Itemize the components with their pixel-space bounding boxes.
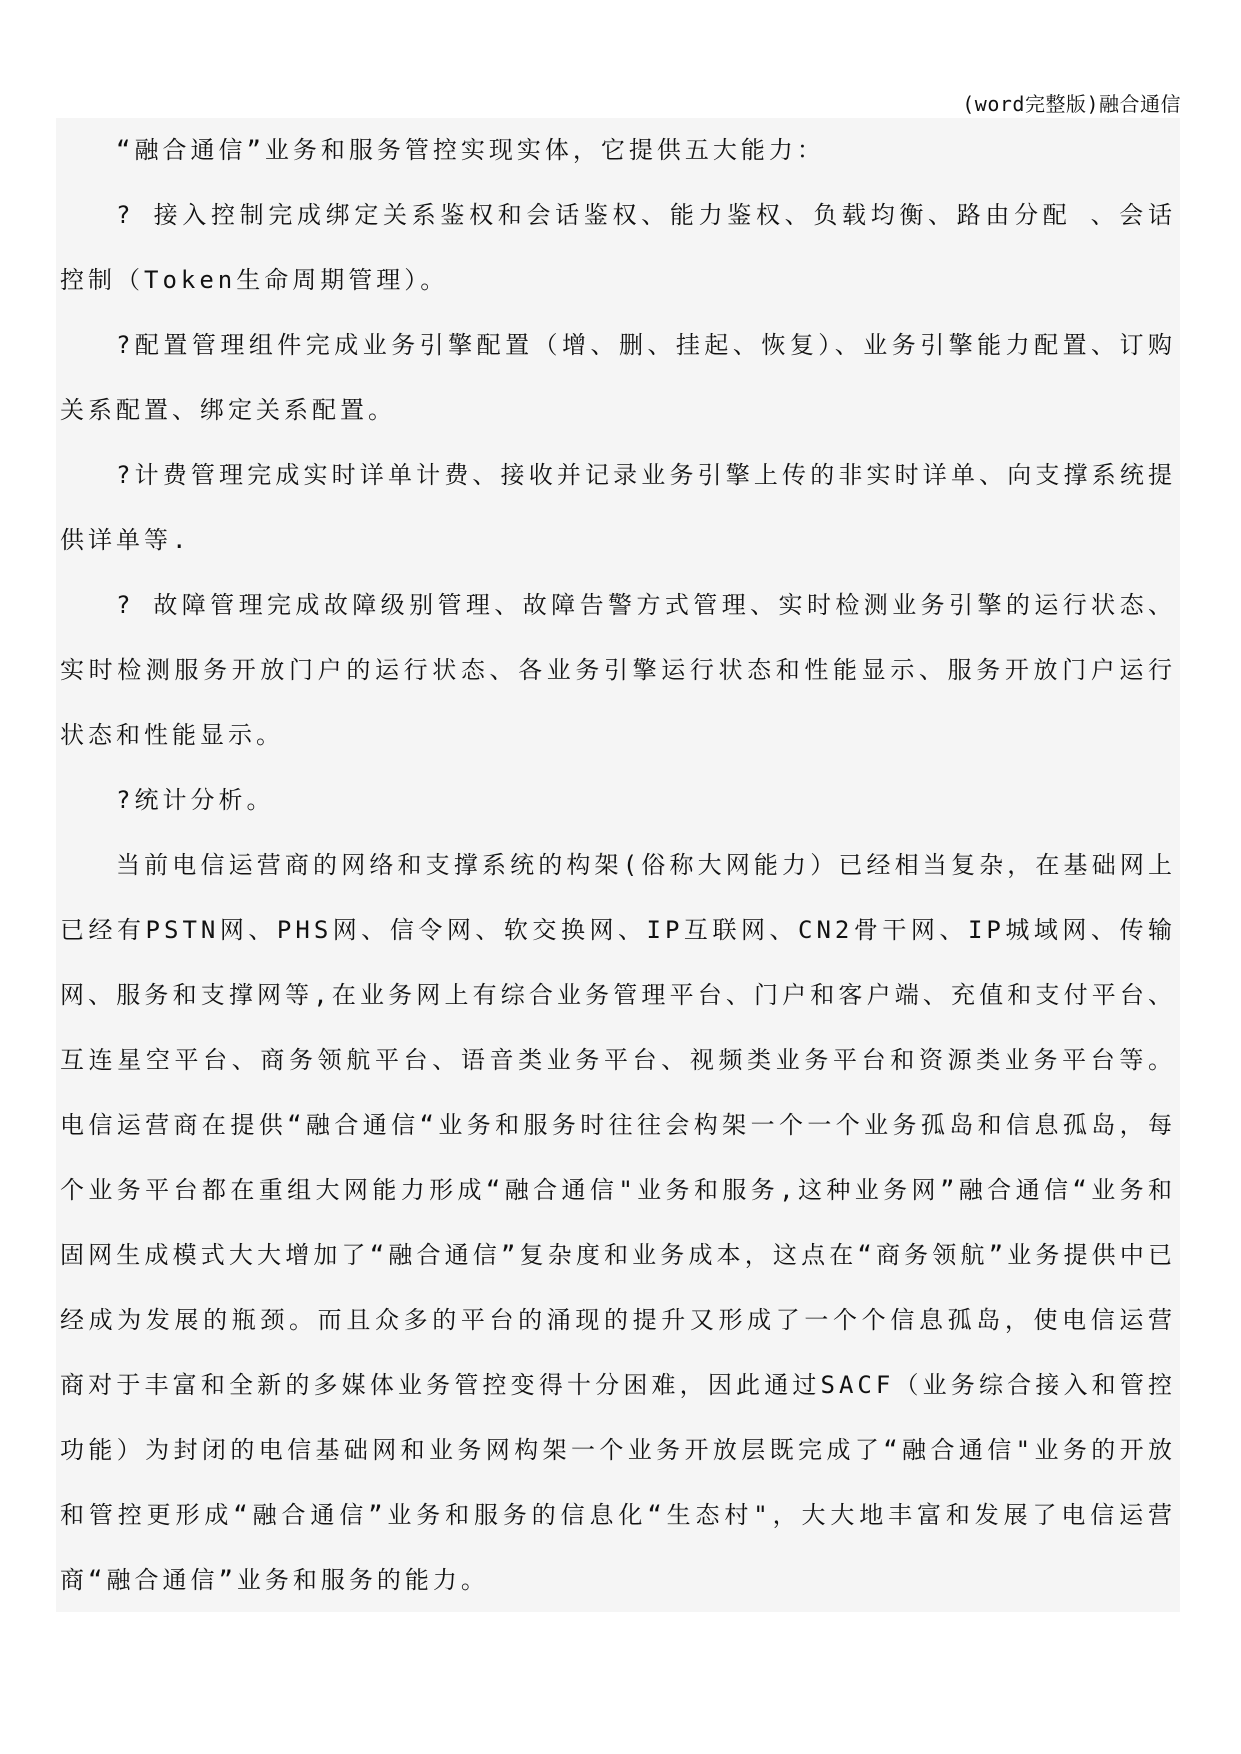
page-header: (word完整版)融合通信 (962, 92, 1181, 116)
paragraph-carrier-network: 当前电信运营商的网络和支撑系统的构架(俗称大网能力）已经相当复杂，在基础网上已经有PSTN网、PHS网、信令网、软交换网、IP互联网、CN2骨干网、IP城域网、传输网、服务和支撑网等,在业务网上有综合业务管理平台、门户和客户端、充值和支付平台、互连星空平台、商务领航平台、语音类业务平台、视频类业务平台和资源类业务平台等。电信运营商在提供“融合通信“业务和服务时往往会构架一个一个业务孤岛和信息孤岛，每个业务平台都在重组大网能力形成“融合通信"业务和服务,这种业务网”融合通信“业务和固网生成模式大大增加了“融合通信”复杂度和业务成本，这点在“商务领航”业务提供中已经成为发展的瓶颈。而且众多的平台的涌现的提升又形成了一个个信息孤岛，使电信运营商对于丰富和全新的多媒体业务管控变得十分困难，因此通过SACF（业务综合接入和管控功能）为封闭的电信基础网和业务网构架一个业务开放层既完成了“融合通信"业务的开放和管控更形成“融合通信”业务和服务的信息化“生态村"，大大地丰富和发展了电信运营商“融合通信”业务和服务的能力。 (60, 851, 1176, 1594)
document-body (56, 118, 1180, 1612)
paragraph-fault-management: ? 故障管理完成故障级别管理、故障告警方式管理、实时检测业务引擎的运行状态、实时检测服务开放门户的运行状态、各业务引擎运行状态和性能显示、服务开放门户运行状态和性能显示。 (60, 591, 1176, 749)
paragraph-billing-management: ?计费管理完成实时详单计费、接收并记录业务引擎上传的非实时详单、向支撑系统提供详单等. (60, 461, 1176, 554)
paragraph-access-control: ? 接入控制完成绑定关系鉴权和会话鉴权、能力鉴权、负载均衡、路由分配 、会话控制（Token生命周期管理）。 (60, 201, 1176, 294)
paragraph-config-management: ?配置管理组件完成业务引擎配置（增、删、挂起、恢复）、业务引擎能力配置、订购关系配置、绑定关系配置。 (60, 331, 1176, 424)
paragraph-intro: “融合通信”业务和服务管控实现实体，它提供五大能力： (116, 136, 825, 164)
paragraph-statistics: ?统计分析。 (116, 786, 275, 814)
